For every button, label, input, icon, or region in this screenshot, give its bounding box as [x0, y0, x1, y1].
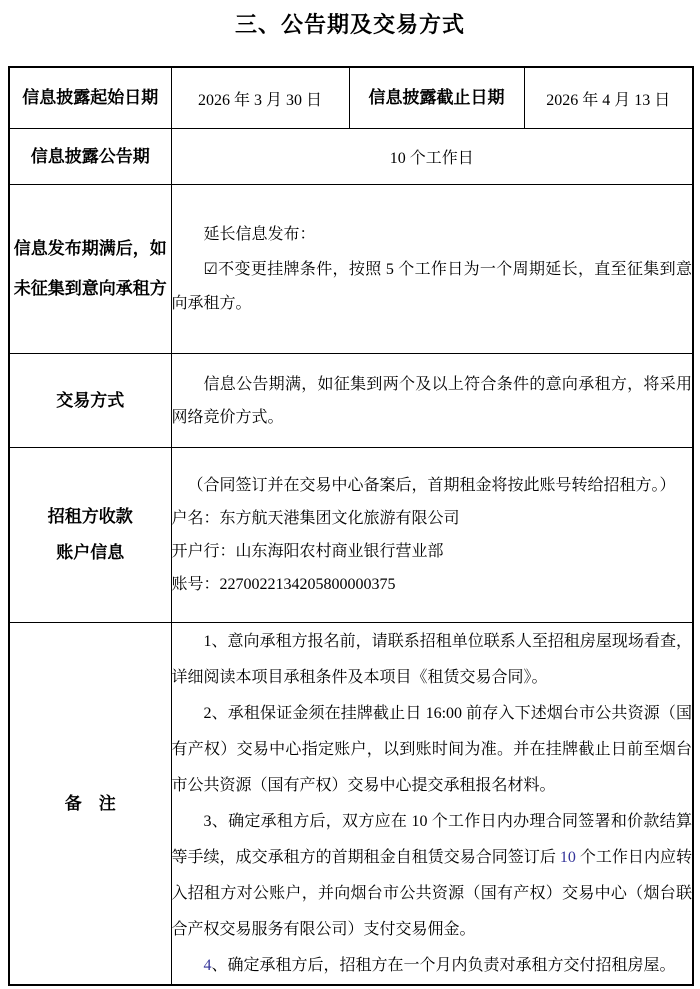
- disclosure-end-date-value: 2026 年 4 月 13 日: [524, 67, 693, 129]
- announcement-period-label: 信息披露公告期: [9, 129, 171, 185]
- remark-item-4-number: 4: [203, 956, 212, 974]
- disclosure-start-date-value: 2026 年 3 月 30 日: [171, 67, 349, 129]
- remark-item-4: [172, 948, 693, 984]
- account-number: 账号：2270022134205800000375: [171, 576, 396, 593]
- announcement-period-value: 10 个工作日: [171, 129, 693, 185]
- disclosure-end-date-label: 信息披露截止日期: [349, 67, 524, 129]
- row-disclosure-dates: [9, 67, 693, 129]
- remark-item-1: 1、意向承租方报名前，请联系招租单位联系人至招租房屋现场看查，详细阅读本项目承租条件及本项目《租赁交易合同》。: [171, 632, 692, 686]
- extension-heading: 延长信息发布：: [203, 225, 316, 243]
- lessor-account-label-line1: 招租方收款: [47, 507, 133, 527]
- remark-item-3-text-before: 3、确定承租方后，双方应在 10 个工作日内办理合同签署和价款结算等手续，成交承租方的首期租金自租赁交易合同签订后: [171, 812, 692, 866]
- remark-item-4-text: 、确定承租方后，招租方在一个月内负责对承租方交付招租房屋。: [211, 956, 676, 974]
- section-title: 三、公告期及交易方式: [234, 12, 465, 37]
- bank-branch: 开户行：山东海阳农村商业银行营业部: [171, 543, 444, 560]
- row-remarks: [9, 623, 693, 986]
- extension-policy-cell: [171, 185, 693, 354]
- trading-method-cell: [171, 354, 693, 448]
- account-holder-name: 户名：东方航天港集团文化旅游有限公司: [171, 510, 460, 527]
- remark-item-3-text-after: 个工作日内应转入招租方对公账户，并向烟台市公共资源（国有产权）交易中心（烟台联合产权交易服务有限公司）支付交易佣金。: [171, 848, 692, 938]
- lessor-account-label-line2: 账户信息: [56, 543, 125, 562]
- extension-option: [172, 252, 693, 321]
- lessor-account-cell: [171, 448, 693, 623]
- checked-checkbox-icon: ☑: [203, 258, 218, 278]
- row-announcement-period: [9, 129, 693, 185]
- row-lessor-account: [9, 448, 693, 623]
- lessor-account-label: [9, 448, 171, 623]
- account-note: （合同签订并在交易中心备案后，首期租金将按此账号转给招租方。）: [187, 477, 676, 494]
- remarks-cell: [171, 623, 693, 986]
- row-trading-method: [9, 354, 693, 448]
- trading-method-label: 交易方式: [9, 354, 171, 448]
- extension-option-text: 不变更挂牌条件，按照 5 个工作日为一个周期延长，直至征集到意向承租方。: [171, 260, 692, 312]
- disclosure-start-date-label: 信息披露起始日期: [9, 67, 171, 129]
- remarks-label: 备 注: [9, 623, 171, 986]
- row-extension-policy: [9, 185, 693, 354]
- remark-item-3-highlight-number: 10: [559, 848, 576, 866]
- announcement-period-table: [8, 66, 694, 986]
- remark-item-3: [172, 804, 693, 948]
- trading-method-text: 信息公告期满，如征集到两个及以上符合条件的意向承租方，将采用网络竞价方式。: [171, 375, 692, 426]
- extension-policy-label: 信息发布期满后，如未征集到意向承租方: [9, 185, 171, 354]
- remark-item-2: 2、承租保证金须在挂牌截止日 16:00 前存入下述烟台市公共资源（国有产权）交易中心指定账户，以到账时间为准。并在挂牌截止日前至烟台市公共资源（国有产权）交易中心提交承租报名材料。: [171, 704, 692, 794]
